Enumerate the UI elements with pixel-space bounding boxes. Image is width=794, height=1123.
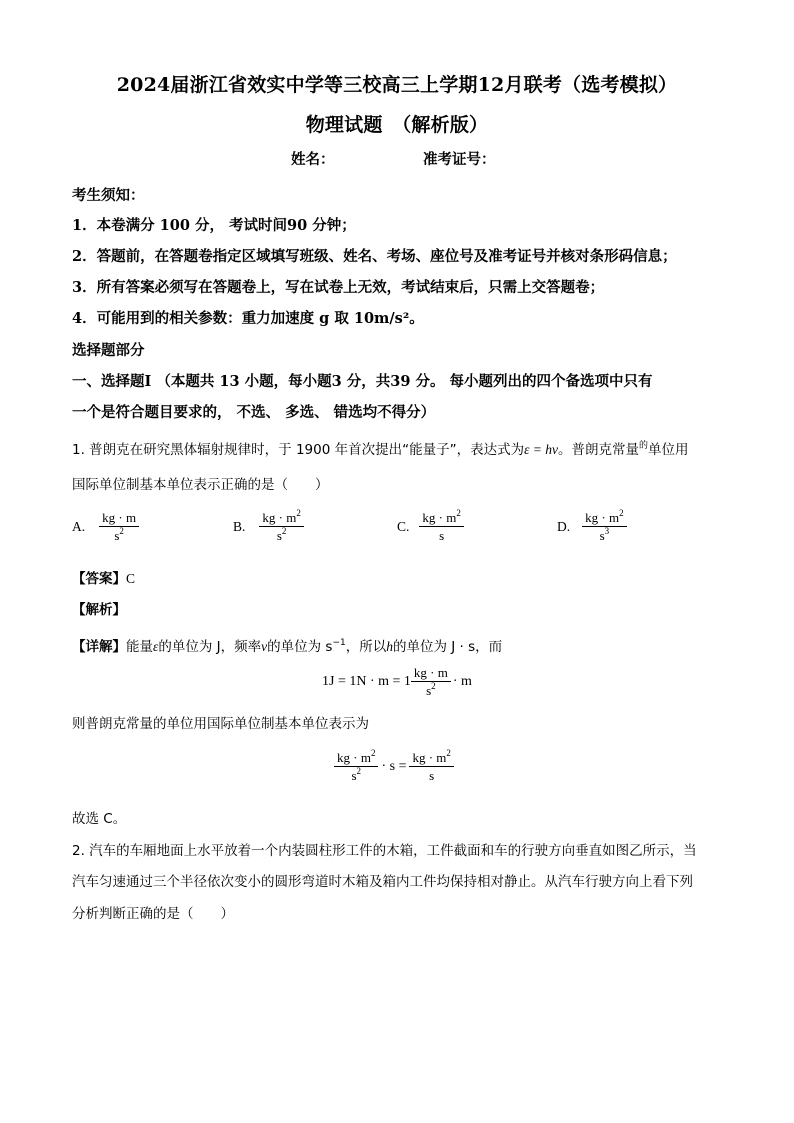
equation-fraction-right: $\frac{kg \cdot m^2}{s}$: [409, 750, 453, 783]
equation-planck-unit: $\frac{kg \cdot m^2}{s^2}$ · s = $\frac{kg \cdot m^2}{s}$: [334, 750, 454, 783]
option-fraction: $\frac{kg \cdot m^2}{s}$: [419, 510, 463, 543]
section-heading-line2: 一个是符合题目要求的， 不选、 多选、 错选均不得分）: [72, 404, 436, 421]
exam-title: 2024届浙江省效实中学等三校高三上学期12月联考（选考模拟）: [116, 74, 678, 96]
q1-option-a[interactable]: [72, 510, 139, 543]
exam-subtitle: 物理试题 （解析版）: [305, 114, 489, 136]
q1-option-d[interactable]: [557, 507, 627, 543]
equation-joule: 1J = 1N · m = 1 $\frac{kg \cdot m}{s^2}$ · m: [322, 665, 472, 698]
q1-stem-de: 的: [639, 440, 649, 451]
notice-heading: 考生须知：: [72, 187, 145, 204]
q1-stem-line2: 国际单位制基本单位表示正确的是（ ）: [72, 477, 329, 493]
q1-analysis-tag: 【解析】: [72, 602, 126, 618]
answer-value: C: [126, 571, 136, 586]
q1-stem-text-b: 。普朗克常量: [558, 442, 640, 458]
answer-tag: 【答案】: [72, 571, 126, 587]
q1-option-b[interactable]: [233, 507, 304, 543]
option-fraction: $\frac{kg \cdot m^2}{s^2}$: [259, 510, 303, 543]
detail-tag: 【详解】: [72, 639, 126, 655]
q1-option-c[interactable]: [397, 507, 464, 543]
symbol-nu: ν: [261, 639, 268, 654]
part-heading: 选择题部分: [72, 342, 145, 359]
symbol-h: h: [386, 639, 393, 654]
option-fraction: $\frac{kg \cdot m}{s^2}$: [99, 510, 139, 543]
name-label: 姓名：: [291, 151, 335, 168]
q1-then-line: 则普朗克常量的单位用国际单位制基本单位表示为: [72, 716, 369, 732]
option-label: B.: [233, 518, 246, 534]
equation-fraction: $\frac{kg \cdot m}{s^2}$: [411, 665, 451, 698]
option-label: C.: [397, 518, 410, 534]
notice-item-4: 4．可能用到的相关参数：重力加速度 g 取 10m/s²。: [72, 310, 424, 327]
option-label: D.: [557, 518, 571, 534]
q1-stem-line1: [72, 438, 689, 458]
notice-item-3: 3．所有答案必须写在答题卷上，写在试卷上无效，考试结束后，只需上交答题卷；: [72, 279, 605, 296]
symbol-epsilon: ε: [153, 639, 159, 654]
q1-formula: ε = hν: [524, 442, 559, 457]
ticket-number-label: 准考证号：: [423, 151, 496, 168]
equation-fraction-left: $\frac{kg \cdot m^2}{s^2}$: [334, 750, 378, 783]
q2-stem-line1: 2. 汽车的车厢地面上水平放着一个内装圆柱形工件的木箱，工件截面和车的行驶方向垂直如图乙所示，当: [72, 843, 697, 859]
notice-item-1: 1．本卷满分 100 分， 考试时间90 分钟；: [72, 217, 356, 234]
option-label: A.: [72, 518, 86, 534]
section-heading-line1: 一、选择题Ⅰ （本题共 13 小题，每小题3 分，共39 分。 每小题列出的四个备选项中只有: [72, 373, 653, 390]
q1-conclusion: 故选 C。: [72, 811, 127, 827]
q1-stem-text-a: 1. 普朗克在研究黑体辐射规律时，于 1900 年首次提出“能量子”，表达式为: [72, 442, 525, 458]
notice-item-2: 2．答题前，在答题卷指定区域填写班级、姓名、考场、座位号及准考证号并核对条形码信息；: [72, 248, 677, 265]
q1-answer: [72, 567, 135, 587]
q1-stem-text-c: 单位用: [648, 442, 689, 458]
q2-stem-line2: 汽车匀速通过三个半径依次变小的圆形弯道时木箱及箱内工件均保持相对静止。从汽车行驶方向上看下列: [72, 874, 693, 890]
option-fraction: $\frac{kg \cdot m^2}{s^3}$: [582, 510, 626, 543]
q2-stem-line3: 分析判断正确的是（ ）: [72, 906, 234, 922]
q1-detail-line: 【详解】能量ε的单位为 J，频率ν的单位为 $s^{-1}$，所以h的单位为 J · s，而: [72, 637, 503, 655]
